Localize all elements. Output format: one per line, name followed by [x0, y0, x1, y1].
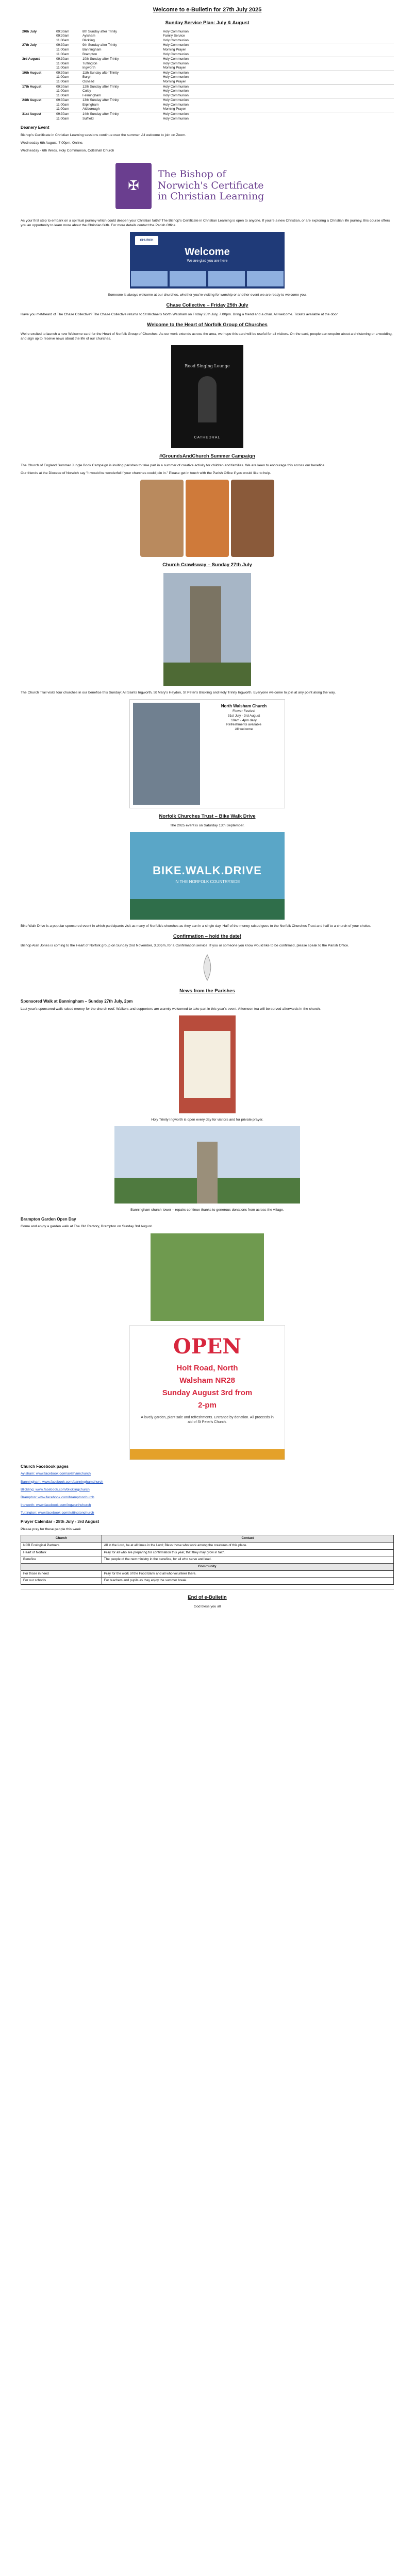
cathedral-image [171, 345, 243, 448]
photo-strip [130, 269, 285, 289]
service-date [21, 94, 55, 98]
poster-photo [133, 703, 200, 805]
bikewalk-text: The 2025 event is on Saturday 13th September. [170, 824, 245, 828]
facebook-link[interactable]: Ingworth: www.facebook.com/ingworthchurch [21, 1503, 91, 1507]
community-row [21, 1578, 394, 1585]
church-crawl-heading: Church Crawlsway – Sunday 27th July [162, 562, 252, 568]
service-time: 09:30am [55, 84, 81, 89]
service-svc: Holy Communion [163, 75, 189, 79]
service-place: 12th Sunday after Trinity [81, 84, 161, 89]
service-place: Blickling [82, 38, 95, 42]
confirmation-heading: Confirmation – hold the date! [173, 934, 241, 940]
service-row [21, 112, 394, 117]
cathedral-caption: Rood Singing Lounge [185, 364, 230, 369]
bikewalk-image-sub: IN THE NORFOLK COUNTRYSIDE [174, 879, 240, 885]
prayer-heading: Prayer Calendar - 28th July - 3rd August [21, 1519, 99, 1524]
service-date [21, 66, 55, 71]
poster-line-1: Flower Festival [233, 709, 255, 714]
service-row [21, 62, 394, 66]
facebook-link[interactable]: Blickling: www.facebook.com/blicklingchurch [21, 1487, 90, 1492]
footer-heading: End of e-Bulletin [188, 1594, 227, 1600]
service-svc: Holy Communion [161, 71, 394, 75]
service-time: 09:30am [55, 57, 81, 62]
service-row [21, 84, 394, 89]
community-cell: For those in need [21, 1570, 102, 1578]
banningham-tower-photo [114, 1126, 300, 1204]
poster-line-3: 10am - 4pm daily [231, 718, 257, 722]
service-place: Colby [82, 89, 91, 93]
service-row [21, 71, 394, 75]
bulletin-title: Welcome to e-Bulletin for 27th July 2025 [153, 7, 262, 13]
service-date [21, 34, 55, 39]
facebook-link[interactable]: Tuttington: www.facebook.com/tuttingtonchurch [21, 1511, 94, 1515]
prayer-cell: All in the Lord, be at all times in the Lord; Bless those who work among the creatures of this place. [102, 1543, 393, 1550]
summer-craft-text-2: Our friends at the Diocese of Norwich say "It would be wonderful if your churches could join in." Please get in touch with the Parish Office if you would like to help. [21, 471, 271, 476]
open-line-1: Holt Road, North [176, 1363, 238, 1372]
service-time: 11:00am [56, 107, 69, 111]
poster-line-5: All welcome [235, 727, 253, 732]
service-row [21, 107, 394, 112]
service-row [21, 53, 394, 57]
service-svc: Holy Communion [163, 116, 189, 121]
welcome-subtitle: We are glad you are here [187, 259, 228, 263]
open-line-3: Sunday August 3rd from [162, 1388, 253, 1397]
chase-heading: Chase Collective – Friday 25th July [166, 302, 248, 309]
service-date [21, 107, 55, 112]
service-place: Aldborough [82, 107, 100, 111]
service-svc: Morning Prayer [163, 66, 186, 70]
service-date [21, 103, 55, 108]
deanery-text-3: Wednesday - 6th Weds. Holy Communion, Coltishall Church [21, 149, 114, 153]
service-row [21, 80, 394, 84]
summer-craft-text-1: The Church of England Summer Jungle Book Campaign is inviting parishes to take part in a summer of creative activity for children and families. We are keen to encourage this across our benefice. [21, 464, 326, 467]
chase-text: Have you met/heard of The Chase Collective? The Chase Collective returns to St Michael's North Walsham on Friday 25th July, 7.00pm. Bring a friend and a chair. All welcome. Tickets available at the door. [21, 312, 339, 316]
service-svc: Morning Prayer [163, 80, 186, 84]
service-date [21, 89, 55, 94]
service-place: Aylsham [82, 34, 95, 38]
prayer-table [21, 1535, 394, 1584]
service-date [21, 80, 55, 84]
service-time: 11:00am [56, 80, 69, 84]
service-row [21, 57, 394, 62]
garden-photo [151, 1233, 264, 1321]
service-row [21, 48, 394, 53]
facebook-link[interactable]: Banningham: www.facebook.com/banninghamchurch [21, 1480, 104, 1484]
service-svc: Holy Communion [163, 93, 189, 97]
prayer-row [21, 1543, 394, 1550]
dove-icon [197, 952, 218, 983]
welcome-image [130, 232, 285, 289]
service-time: 11:00am [56, 66, 69, 70]
church-logo: CHURCH [135, 236, 158, 245]
poster-line-2: 31st July - 3rd August [227, 714, 260, 718]
service-place: Felmingham [82, 93, 101, 97]
service-time: 11:00am [56, 75, 69, 79]
prayer-table-header: Church [21, 1535, 102, 1543]
ingworth-text: Last year's sponsored walk raised money for the church roof. Walkers and supporters are warmly welcomed to take part in this year's event. Afternoon tea will be served afterwards in the church. [21, 1007, 321, 1011]
service-time: 11:00am [56, 93, 69, 97]
deanery-text-1: Bishop's Certificate in Christian Learning sessions continue over the summer. All welcome to join on Zoom. [21, 133, 186, 138]
prayer-row [21, 1549, 394, 1556]
service-place: 14th Sunday after Trinity [81, 112, 161, 117]
service-row [21, 39, 394, 43]
bikewalk-image-title: BIKE.WALK.DRIVE [153, 864, 262, 877]
service-date: 3rd August [21, 57, 55, 62]
service-place: 10th Sunday after Trinity [81, 57, 161, 62]
service-row [21, 75, 394, 80]
service-svc: Holy Communion [163, 29, 189, 33]
service-svc: Holy Communion [163, 38, 189, 42]
service-svc: Holy Communion [161, 43, 394, 48]
welcome-title: Welcome [185, 246, 230, 258]
service-row [21, 94, 394, 98]
service-svc: Holy Communion [163, 61, 189, 65]
service-time: 09:30am [55, 43, 81, 48]
service-date [21, 62, 55, 66]
bishop-line-3: in Christian Learning [158, 191, 264, 202]
bishop-text: As your first step to embark on a spiritual journey which could deepen your Christian faith? The Bishop's Certificate in Christian Learning is open to anyone. If you're a new Christian, or are exploring a Christian life journey, this course offers you an opportunity to learn more about the Christian faith. For more details contact the Parish Office. [21, 218, 390, 227]
prayer-table-header: Contact [102, 1535, 393, 1543]
service-svc: Holy Communion [161, 84, 394, 89]
service-row [21, 103, 394, 108]
service-time: 11:00am [56, 38, 69, 42]
open-garden-poster [129, 1325, 285, 1460]
service-place: 9th Sunday after Trinity [81, 43, 161, 48]
tower-shape [198, 376, 217, 422]
service-date [21, 39, 55, 43]
craft-photo [140, 480, 274, 557]
service-place: 13th Sunday after Trinity [81, 98, 161, 103]
confirmation-text: Bishop Alan Jones is coming to the Heart of Norfolk group on Sunday 2nd November, 3.30pm, for a Confirmation service. If you or someone you know would like to be confirmed, please speak to the Parish Office. [21, 944, 349, 948]
service-date [21, 48, 55, 53]
camp-text: Holy Trinity Ingworth is open every day for visitors and for private prayer. [151, 1118, 263, 1122]
links-heading: Church Facebook pages [21, 1464, 69, 1469]
service-place: Burgh [82, 75, 92, 79]
facebook-links-list [21, 1471, 394, 1515]
bike-text: Bike Walk Drive is a popular sponsored event in which participants visit as many of Norfolk's churches as they can in a single day. Half of the money raised goes to the Norfolk Churches Trust and half to a church of your choice. [21, 924, 371, 928]
garden-text: Come and enjoy a garden walk at The Old Rectory, Brampton on Sunday 3rd August. [21, 1225, 153, 1229]
service-place: Brampton [82, 52, 97, 56]
community-cell: For our schools [21, 1578, 102, 1585]
festival-poster [129, 699, 285, 808]
sunday-services-heading: Sunday Service Plan: July & August [165, 20, 250, 26]
poster-title: North Walsham Church [221, 704, 267, 709]
service-time: 09:30am [55, 112, 81, 117]
community-section-label: Community [21, 1563, 394, 1570]
service-svc: Holy Communion [161, 112, 394, 117]
deanery-text-2: Wednesday 6th August, 7.00pm, Online. [21, 141, 84, 145]
service-svc: Holy Communion [161, 57, 394, 62]
summer-craft-heading: #GroundsAndChurch Summer Campaign [159, 453, 255, 460]
service-svc: Holy Communion [163, 89, 189, 93]
prayer-cell: Pray for all who are preparing for confirmation this year, that they may grow in faith. [102, 1549, 393, 1556]
service-place: 11th Sunday after Trinity [81, 71, 161, 75]
service-row [21, 30, 394, 35]
bishop-certificate-image [109, 158, 305, 214]
church-crawl-text: The Church Trail visits four churches in our benefice this Sunday: All Saints Ingworth, St Mary's Heydon, St Peter's Blickling and Holy Trinity Ingworth. Everyone welcome to join at any point along the way. [21, 691, 336, 695]
prayer-intro: Please pray for these people this week [21, 1528, 81, 1532]
service-time: 11:00am [56, 103, 69, 107]
open-title: OPEN [173, 1334, 241, 1359]
bikewalk-heading: Norfolk Churches Trust – Bike Walk Drive [159, 814, 256, 820]
garden-heading: Brampton Garden Open Day [21, 1216, 76, 1222]
service-time: 09:30am [56, 29, 70, 33]
bishop-line-1: The Bishop of [158, 168, 226, 180]
welcome-caption: Someone is always welcome at our churches, whether you're visiting for worship or another event we are ready to welcome you. [108, 293, 307, 297]
service-time: 09:30am [56, 34, 70, 38]
service-date [21, 53, 55, 57]
community-cell: For teachers and pupils as they enjoy the summer break. [102, 1578, 393, 1585]
service-time: 11:00am [56, 61, 69, 65]
service-row [21, 34, 394, 39]
service-row [21, 89, 394, 94]
facebook-link[interactable]: Brampton: www.facebook.com/bramptonchurch [21, 1495, 94, 1499]
bikewalk-image [130, 832, 285, 920]
service-svc: Morning Prayer [163, 107, 186, 111]
prayer-cell: NCB Ecological Partners [21, 1543, 102, 1550]
organs-heading: Welcome to the Heart of Norfolk Group of Churches [147, 322, 268, 328]
service-svc: Family Service [163, 34, 185, 38]
service-row [21, 117, 394, 122]
open-line-2: Walsham NR28 [179, 1376, 235, 1385]
service-date: 24th August [21, 98, 55, 103]
service-plan-table [21, 30, 394, 122]
service-time: 09:30am [55, 98, 81, 103]
prayer-cell: Heart of Norfolk [21, 1549, 102, 1556]
service-place: Tuttington [82, 61, 97, 65]
service-svc: Holy Communion [163, 52, 189, 56]
service-row [21, 66, 394, 71]
service-place: Banningham [82, 47, 102, 52]
deanery-heading: Deanery Event [21, 125, 49, 130]
service-place: Erpingham [82, 103, 99, 107]
service-date: 17th August [21, 84, 55, 89]
service-time: 11:00am [56, 89, 69, 93]
open-line-4: 2-pm [198, 1400, 217, 1410]
community-row [21, 1570, 394, 1578]
service-date: 27th July [21, 43, 55, 48]
community-cell: Pray for the work of the Food Bank and all who volunteer there. [102, 1570, 393, 1578]
ingworth-poster [179, 1015, 236, 1113]
service-date: 20th July [22, 29, 37, 33]
service-time: 09:30am [55, 71, 81, 75]
service-svc: Holy Communion [163, 103, 189, 107]
service-place: Suffield [82, 116, 94, 121]
prayer-row [21, 1556, 394, 1564]
organs-text: We're excited to launch a new Welcome card for the Heart of Norfolk Group of Churches. As our work extends across the area, we hope this card will be useful for all visitors. On the card, people can enquire about a christening or a wedding, and sign up to receive news about the life of our churches. [21, 332, 393, 341]
service-date: 10th August [21, 71, 55, 75]
mitre-icon: ✠ [115, 163, 152, 209]
service-time: 11:00am [56, 47, 69, 52]
service-date: 31st August [21, 112, 55, 117]
bishop-line-2: Norwich's Certificate [158, 179, 264, 191]
service-row [21, 98, 394, 103]
bulletin-page [21, 0, 394, 1609]
ingworth-heading: Sponsored Walk at Banningham – Sunday 27th July, 2pm [21, 999, 133, 1004]
prayer-cell: Benefice [21, 1556, 102, 1564]
service-row [21, 43, 394, 48]
open-desc: A lovely garden, plant sale and refreshments. Entrance by donation. All proceeds in aid of St Peter's Church. [141, 1415, 274, 1424]
parishes-heading: News from the Parishes [179, 988, 235, 994]
poster-line-4: Refreshments available [226, 723, 261, 727]
service-svc: Holy Communion [161, 98, 394, 103]
facebook-link[interactable]: Aylsham: www.facebook.com/aylshamchurch [21, 1472, 91, 1476]
service-time: 11:00am [56, 116, 69, 121]
service-place: 8th Sunday after Trinity [82, 29, 117, 33]
service-time: 11:00am [56, 52, 69, 56]
service-date [21, 117, 55, 122]
service-date [21, 75, 55, 80]
service-svc: Morning Prayer [163, 47, 186, 52]
service-place: Oxnead [82, 80, 94, 84]
tower-text: Banningham church tower – repairs continue thanks to generous donations from across the village. [130, 1208, 284, 1212]
service-place: Ingworth [82, 66, 95, 70]
prayer-cell: The people of the new ministry in the benefice, for all who serve and lead. [102, 1556, 393, 1564]
cathedral-logo: CATHEDRAL [194, 435, 221, 439]
footer-sub: God bless you all [193, 1604, 221, 1608]
church-photo [163, 573, 251, 686]
